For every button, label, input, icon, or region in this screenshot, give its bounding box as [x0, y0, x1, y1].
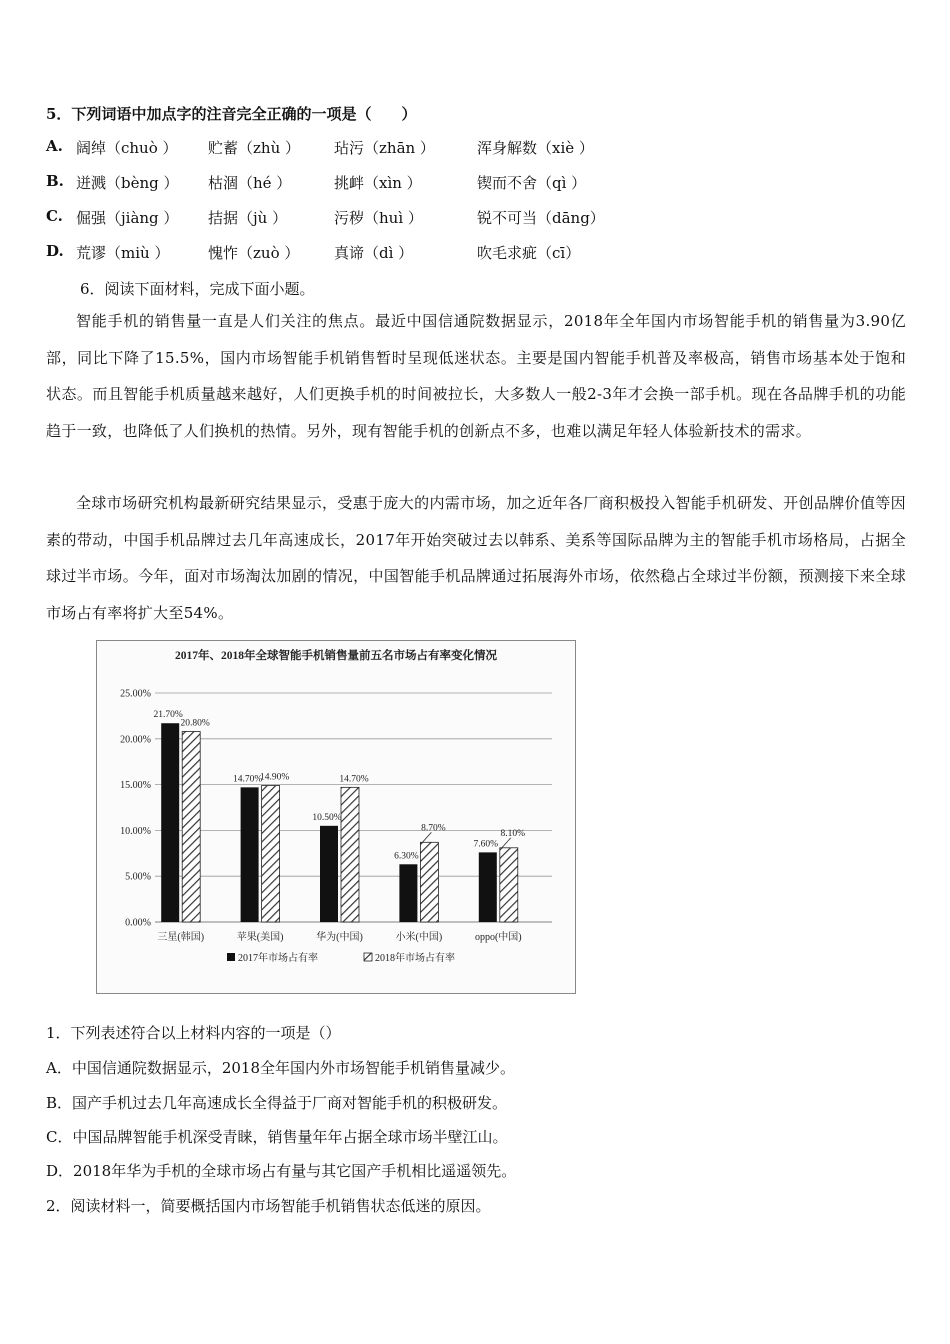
chart-y-ticks — [120, 689, 151, 929]
q5-option-c-word-3: 污秽（huì ） — [334, 209, 423, 227]
q5-option-b-word-1: 迸溅（bèng ） — [76, 174, 179, 192]
bar-2017-apple — [241, 787, 259, 922]
q5-option-b-word-2: 枯涸（hé ） — [208, 174, 292, 192]
q5-title: 5．下列词语中加点字的注音完全正确的一项是（ ） — [46, 105, 417, 123]
q5-option-d-word-4: 吹毛求疵（cī） — [477, 244, 581, 262]
subq-1-stem: 1．下列表述符合以上材料内容的一项是（） — [46, 1024, 341, 1042]
q5-option-d-word-2: 愧怍（zuò ） — [208, 244, 300, 262]
x-tick-label: 小米(中国) — [395, 932, 443, 943]
market-share-chart-svg — [97, 641, 575, 993]
legend-label-2017: 2017年市场占有率 — [238, 953, 318, 964]
bar-2018-oppo — [500, 848, 518, 922]
q5-option-a-word-4: 浑身解数（xiè ） — [477, 139, 594, 157]
market-share-chart — [96, 640, 576, 994]
data-label: 14.90% — [259, 772, 290, 783]
subq-1-option-a: A．中国信通院数据显示，2018全年国内外市场智能手机销售量减少。 — [46, 1059, 516, 1077]
chart-x-ticks — [157, 930, 521, 943]
q5-option-d-word-1: 荒谬（miù ） — [76, 244, 170, 262]
subq-1-option-c: C．中国品牌智能手机深受青睐，销售量年年占据全球市场半壁江山。 — [46, 1128, 508, 1146]
bar-2017-oppo — [479, 852, 497, 922]
data-label-leader — [502, 838, 511, 848]
data-label: 7.60% — [473, 839, 499, 850]
q5-option-d-label: D. — [46, 242, 64, 260]
y-tick-label: 10.00% — [120, 825, 151, 837]
q5-option-a-word-2: 贮蓄（zhù ） — [208, 139, 300, 157]
x-tick-label: oppo(中国) — [474, 932, 522, 943]
data-label: 21.70% — [153, 710, 183, 721]
bar-2017-huawei — [320, 826, 338, 922]
data-label: 20.80% — [180, 718, 210, 729]
q5-option-c-word-4: 锐不可当（dāng） — [477, 209, 605, 227]
q5-option-a-word-1: 阔绰（chuò ） — [76, 139, 178, 157]
bar-2018-apple — [262, 786, 280, 922]
data-label: 10.50% — [312, 812, 342, 823]
q5-option-b-word-3: 挑衅（xìn ） — [334, 174, 422, 192]
q5-option-b-word-4: 锲而不舍（qì ） — [477, 174, 587, 192]
data-label: 14.70% — [339, 774, 369, 785]
chart-title: 2017年、2018年全球智能手机销售量前五名市场占有率变化情况 — [175, 650, 497, 662]
q6-intro: 6．阅读下面材料，完成下面小题。 — [80, 280, 315, 298]
legend-label-2018: 2018年市场占有率 — [375, 953, 455, 964]
q5-option-c-word-2: 拮据（jù ） — [208, 209, 288, 227]
passage-paragraph-2: 全球市场研究机构最新研究结果显示，受惠于庞大的内需市场，加之近年各厂商积极投入智能手机研发、开创品牌价值等因素的带动，中国手机品牌过去几年高速成长，2017年开始突破过去以韩系、美系等国际品牌为主的智能手机市场格局，占据全球过半市场。今年，面对市场淘汰加剧的情况，中国智能手机品牌通过拓展海外市场，依然稳占全球过半份额，预测接下来全球市场占有率将扩大至54%。 — [46, 494, 906, 622]
legend-swatch-2018 — [364, 953, 372, 961]
data-label-leader — [422, 832, 431, 842]
data-label: 6.30% — [394, 851, 419, 862]
y-tick-label: 15.00% — [120, 780, 151, 792]
bar-2017-samsung — [161, 723, 179, 922]
subq-1-option-d: D．2018年华为手机的全球市场占有量与其它国产手机相比遥遥领先。 — [46, 1162, 517, 1180]
x-tick-label: 华为(中国) — [316, 932, 363, 943]
bar-2018-huawei — [341, 787, 359, 922]
y-tick-label: 25.00% — [120, 688, 151, 700]
bar-2017-xiaomi — [399, 864, 417, 922]
y-tick-label: 5.00% — [125, 871, 151, 883]
x-tick-label: 三星(韩国) — [157, 932, 205, 943]
subq-1-option-b: B．国产手机过去几年高速成长全得益于厂商对智能手机的积极研发。 — [46, 1094, 508, 1112]
q5-option-c-word-1: 倔强（jiàng ） — [76, 209, 179, 227]
y-tick-label: 0.00% — [125, 917, 151, 929]
subq-2-stem: 2．阅读材料一，简要概括国内市场智能手机销售状态低迷的原因。 — [46, 1197, 491, 1215]
y-tick-label: 20.00% — [120, 734, 151, 746]
q5-option-c-label: C. — [46, 207, 63, 225]
data-label: 8.10% — [500, 828, 526, 839]
q5-option-a-label: A. — [46, 137, 63, 155]
passage-paragraph-1: 智能手机的销售量一直是人们关注的焦点。最近中国信通院数据显示，2018年全年国内市场智能手机的销售量为3.90亿部，同比下降了15.5%，国内市场智能手机销售暂时呈现低迷状态。主要是国内智能手机普及率极高，销售市场基本处于饱和状态。而且智能手机质量越来越好，人们更换手机的时间被拉长，大多数人一般2-3年才会换一部手机。现在各品牌手机的功能趋于一致，也降低了人们换机的热情。另外，现有智能手机的创新点不多，也难以满足年轻人体验新技术的需求。 — [46, 312, 906, 440]
q5-option-a-word-3: 玷污（zhān ） — [334, 139, 435, 157]
x-tick-label: 苹果(美国) — [236, 932, 284, 943]
chart-data-labels — [154, 710, 526, 861]
bar-2018-samsung — [182, 731, 200, 922]
chart-legend — [227, 951, 455, 964]
legend-swatch-2017 — [227, 953, 235, 961]
data-label: 8.70% — [421, 823, 446, 834]
q5-option-d-word-3: 真谛（dì ） — [334, 244, 414, 262]
q5-option-b-label: B. — [46, 172, 64, 190]
data-label: 14.70% — [232, 774, 263, 785]
bar-2018-xiaomi — [420, 842, 438, 922]
